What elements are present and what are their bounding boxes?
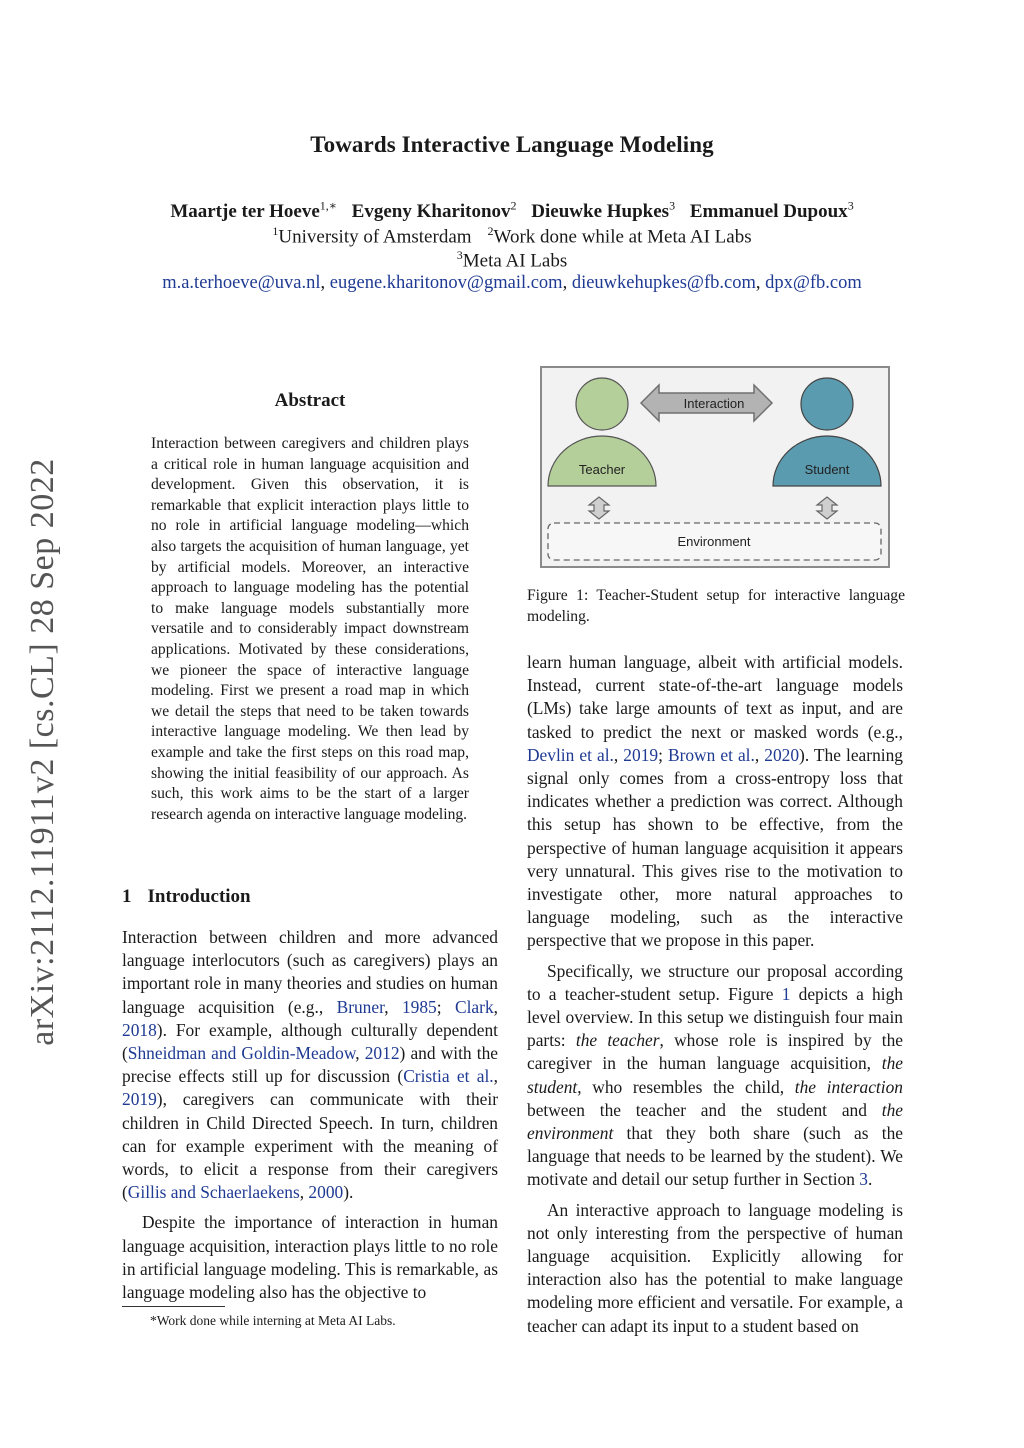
author: Dieuwke Hupkes$^3$ [531,199,676,223]
text-run: , [754,744,765,765]
text-run: Despite the importance of interaction in human language acquisition, interaction plays little to no role in artificial language modeling. This is remarkable, as language modeling also has the objective to [122,1212,498,1303]
author-list [0,199,1024,223]
paragraph [122,926,498,1204]
author: Maartje ter Hoeve$^{1,∗}$ [170,199,337,223]
citation-link[interactable]: 1985 [401,996,437,1017]
abstract-heading: Abstract [274,390,346,411]
teacher-head [576,378,628,430]
text-run: ). The learning signal only comes from a cross-entropy loss that indicates whether a prediction was correct. Although this setup has shown to be effective, from the perspective of human language acquisition it appears very unnatural. This gives rise to the motivation to investigate other, more natural approaches to language modeling, such as the interactive perspective that we propose in this paper. [527,744,903,951]
citation-link[interactable]: Shneidman and Goldin-Meadow [127,1043,356,1064]
paragraph [122,1211,498,1304]
right-column-body [527,651,903,1338]
citation-link[interactable]: Bruner [336,996,385,1017]
footnote-rule [122,1306,225,1307]
text-run: , [493,1066,498,1087]
text-run: , whose role is inspired by the caregiver in the human language acquisition, [527,1030,904,1074]
text-run: ; [658,744,668,765]
text-run: . [867,1169,873,1190]
text-run: ). For example, although culturally dependent ( [122,1019,498,1064]
citation-link[interactable]: Gillis and Schaerlaekens [127,1182,300,1203]
student-label: Student [804,462,850,477]
citation-link[interactable]: 2019 [122,1089,157,1110]
environment-label: Environment [677,534,751,549]
text-run: that they both share (such as the language that needs to be learned by the student). We motivate and detail our setup further in Section [527,1123,903,1190]
student-head [801,378,853,430]
affiliation: Meta AI Labs [462,250,568,272]
email-link[interactable]: eugene.kharitonov@gmail.com [329,273,563,293]
text-run: ), caregivers can communicate with their children in Child Directed Speech. In turn, children can for example experiment with the meaning of words, to elicit a response from their caregivers ( [122,1089,498,1203]
citation-link[interactable]: 2000 [308,1182,344,1203]
paragraph [527,960,903,1192]
author: Emmanuel Dupoux$^3$ [689,199,854,223]
section-number: 1 [122,886,132,907]
environment-box [548,523,881,560]
paragraph [527,651,903,953]
citation-link[interactable]: 2019 [623,744,659,765]
text-run: , who resembles the child, [577,1076,795,1097]
emphasis-text: the student [527,1053,903,1097]
paragraph [527,1199,903,1338]
text-run: between the teacher and the student and [527,1099,882,1120]
citation-link[interactable]: Cristia et al. [403,1066,494,1087]
text-run: ; [436,996,455,1017]
text-run: , [299,1182,309,1203]
text-run: , [355,1043,365,1064]
text-run: ). [343,1182,354,1203]
affiliation-line-2: $^3$Meta AI Labs [456,248,568,272]
text-run: , [493,996,498,1017]
teacher-label: Teacher [578,462,626,477]
figure-caption: Figure 1: Teacher-Student setup for interactive language modeling. [527,587,905,625]
citation-link[interactable]: 2012 [364,1043,400,1064]
section-title: Introduction [147,886,251,907]
text-run: ) and with the precise effects still up for discussion ( [122,1043,498,1087]
text-run: Specifically, we structure our proposal according to a teacher-student setup. Figure [527,960,903,1004]
text-run: An interactive approach to language modeling is not only interesting from the perspective of human language acquisition. Explicitly allowing for interaction also has the potential to make language modeling more efficient and versatile. For example, a teacher can adapt its input to a student based on [527,1199,903,1336]
arxiv-identifier: arXiv:2112.11911v2 [cs.CL] 28 Sep 2022 [24,458,61,1046]
emphasis-text: the interaction [794,1076,903,1097]
author: Evgeny Kharitonov$^2$ [351,199,517,223]
text-run: learn human language, albeit with artificial models. Instead, current state-of-the-art language models (LMs) take large amounts of text as input, and are tasked to predict the next or masked words (e.g., [527,652,903,742]
affiliation: University of Amsterdam [278,226,472,248]
affiliation: Work done while at Meta AI Labs [493,226,752,248]
email-link[interactable]: m.a.terhoeve@uva.nl [162,273,321,293]
citation-link[interactable]: Devlin et al. [527,744,614,765]
citation-link[interactable]: 3 [859,1169,868,1190]
text-run: , [384,996,402,1017]
interaction-label: Interaction [683,396,745,411]
emphasis-text: the teacher [575,1030,660,1051]
section-heading [122,886,251,908]
citation-link[interactable]: 2020 [764,744,800,765]
left-column-body [122,926,498,1304]
citation-link[interactable]: 1 [781,983,791,1004]
paper-title: Towards Interactive Language Modeling [310,132,714,157]
text-run: , [613,744,624,765]
citation-link[interactable]: Clark [455,996,494,1017]
emphasis-text: the environment [527,1099,903,1144]
footnote: *Work done while interning at Meta AI Labs. [150,1313,396,1328]
affiliation-line-1: $^1$University of Amsterdam $^2$Work done while at Meta AI Labs [272,224,752,248]
citation-link[interactable]: Brown et al. [667,744,755,765]
teacher-student-figure [540,366,890,568]
email-link[interactable]: dieuwkehupkes@fb.com [571,273,756,293]
citation-link[interactable]: 2018 [122,1019,157,1040]
text-run: depicts a high level overview. In this setup we distinguish four main parts: [527,983,903,1051]
email-list: m.a.terhoeve@uva.nl, eugene.kharitonov@gmail.com, dieuwkehupkes@fb.com, dpx@fb.com [162,273,862,293]
abstract-text: Interaction between caregivers and children plays a critical role in human language acquisition and development. Given this observation, it is remarkable that explicit interaction plays little to no role in artificial language modeling—which also targets the acquisition of human language, yet by artificial models. Moreover, an interactive approach to language modeling has the potential to make language models substantially more versatile and to considerably impact downstream applications. Motivated by these considerations, we pioneer the space of interactive language modeling. First we present a road map in which we detail the steps that need to be taken towards interactive language modeling. We then lead by example and take the first steps on this road map, showing the initial feasibility of our approach. As such, this work aims to be the start of a larger research agenda on interactive language modeling. [151,435,469,823]
text-run: Interaction between children and more advanced language interlocutors (such as caregivers) plays an important role in many theories and studies on human language acquisition (e.g., [122,927,498,1017]
email-link[interactable]: dpx@fb.com [765,273,862,293]
